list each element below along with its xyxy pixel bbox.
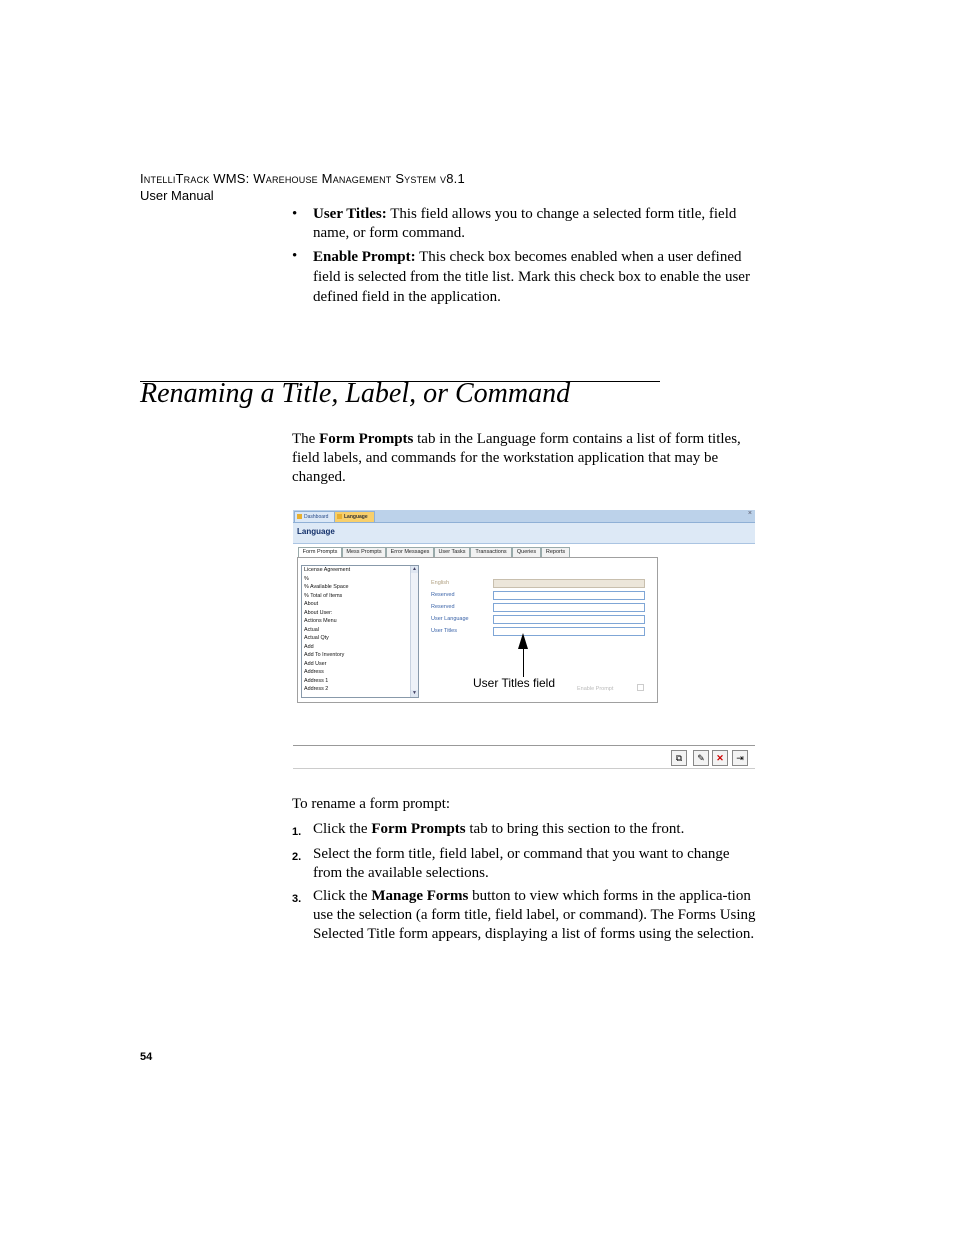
running-header-title: IntelliTrack WMS: Warehouse Management System v8.1 [140, 171, 465, 186]
list-item[interactable]: % Total of Items [304, 592, 343, 599]
list-item[interactable]: Address 2 [304, 686, 329, 692]
bullet-term: Enable Prompt: [313, 249, 416, 265]
step-1 [292, 820, 762, 840]
callout-label: User Titles field [473, 676, 556, 690]
tab-transactions[interactable]: Transactions [470, 547, 512, 557]
list-item[interactable]: About User: [304, 609, 333, 616]
close-icon[interactable]: × [747, 510, 752, 517]
list-item[interactable]: % [304, 575, 309, 582]
bullet-term: User Titles: [313, 206, 387, 222]
reserved-field-2[interactable] [493, 603, 645, 612]
list-item[interactable]: License Agreement [304, 567, 351, 573]
toolbar-divider [293, 745, 755, 746]
list-item[interactable]: Add To Inventory [304, 652, 345, 658]
enable-prompt-checkbox[interactable] [637, 684, 644, 691]
bullet-glyph: • [292, 206, 298, 222]
reserved-label-2: Reserved [431, 604, 455, 610]
list-item[interactable]: Add User [304, 660, 327, 667]
form-icon [297, 514, 302, 519]
english-field [493, 579, 645, 588]
tab-language[interactable] [334, 511, 375, 522]
list-item[interactable]: Actual Qty [304, 635, 329, 641]
section-title: Renaming a Title, Label, or Command [140, 378, 571, 409]
step-bold: Manage Forms [371, 888, 469, 904]
bullet-desc: This field allows you to change a selected form title, field name, or form command. [313, 206, 737, 241]
bullet-glyph: • [292, 248, 298, 264]
running-header-subtitle: User Manual [140, 188, 214, 203]
tab-mess-prompts[interactable]: Mess Prompts [342, 547, 386, 557]
step-text: Click the [313, 888, 372, 904]
reserved-field-1[interactable] [493, 591, 645, 600]
bullet-user-titles [292, 205, 762, 245]
list-item[interactable]: % Available Space [304, 584, 349, 590]
step-number: 1. [292, 826, 302, 838]
tab-label: Language [344, 514, 368, 520]
step-3 [292, 887, 762, 963]
exit-button[interactable]: ⇥ [732, 750, 748, 766]
reserved-label-1: Reserved [431, 592, 455, 598]
enable-prompt-label: Enable Prompt [577, 686, 614, 692]
step-text: Select the form title, field label, or command that you want to change from the available selections. [313, 846, 730, 881]
list-item[interactable]: Actual [304, 626, 319, 633]
delete-button[interactable]: ✕ [712, 750, 728, 766]
document-tab-bar [293, 510, 755, 523]
form-header [293, 523, 755, 544]
list-item[interactable]: About [304, 601, 319, 607]
step-text: tab to bring this section to the front. [465, 821, 685, 837]
tab-form-prompts[interactable]: Form Prompts [298, 547, 342, 558]
user-titles-label: User Titles [431, 628, 457, 634]
step-bold: Form Prompts [371, 821, 466, 837]
callout-arrow-line [523, 640, 524, 677]
step-number: 2. [292, 851, 302, 863]
user-titles-field[interactable] [493, 627, 645, 636]
bullet-desc: This check box becomes enabled when a user defined field is selected from the title list. Mark this check box to enable the user defined field in the application. [313, 249, 750, 305]
copy-button[interactable]: ⧉ [671, 750, 687, 766]
title-list[interactable] [301, 565, 419, 698]
step-number: 3. [292, 893, 302, 905]
user-language-field[interactable] [493, 615, 645, 624]
scroll-up-icon[interactable]: ▲ [412, 566, 417, 572]
bullet-enable-prompt [292, 247, 762, 307]
tab-reports[interactable]: Reports [541, 547, 570, 557]
intro-bold: Form Prompts [319, 431, 414, 447]
intro-pre: The [292, 431, 320, 447]
list-item[interactable]: Add [304, 643, 314, 650]
list-item[interactable]: Actions Menu [304, 618, 337, 624]
step-2 [292, 845, 762, 885]
scroll-down-icon[interactable]: ▼ [412, 690, 417, 696]
page-number: 54 [140, 1051, 153, 1063]
tab-user-tasks[interactable]: User Tasks [434, 547, 470, 557]
step-text: button to view which forms in the applica-tion use the selection (a form title, field label, or command). The Forms Using Selected Title form appears, displaying a list of forms using the selection. [313, 888, 756, 942]
language-form-screenshot [293, 510, 755, 770]
form-title: Language [297, 527, 335, 536]
tab-queries[interactable]: Queries [512, 547, 541, 557]
english-label: English [431, 580, 450, 586]
intro-post: tab in the Language form contains a list of form titles, field labels, and commands for the workstation application that may be changed. [292, 431, 741, 485]
form-icon [337, 514, 342, 519]
list-item[interactable]: Address 1 [304, 677, 329, 684]
procedure-intro: To rename a form prompt: [292, 796, 451, 812]
tab-error-messages[interactable]: Error Messages [386, 547, 434, 557]
list-item[interactable]: Address [304, 669, 324, 675]
intro-paragraph [292, 430, 762, 487]
list-scrollbar[interactable] [410, 566, 418, 697]
user-language-label: User Language [431, 616, 469, 622]
toolbar-bottom-border [293, 768, 755, 769]
edit-button[interactable]: ✎ [693, 750, 709, 766]
step-text: Click the [313, 821, 372, 837]
tab-label: Dashboard [304, 514, 329, 520]
